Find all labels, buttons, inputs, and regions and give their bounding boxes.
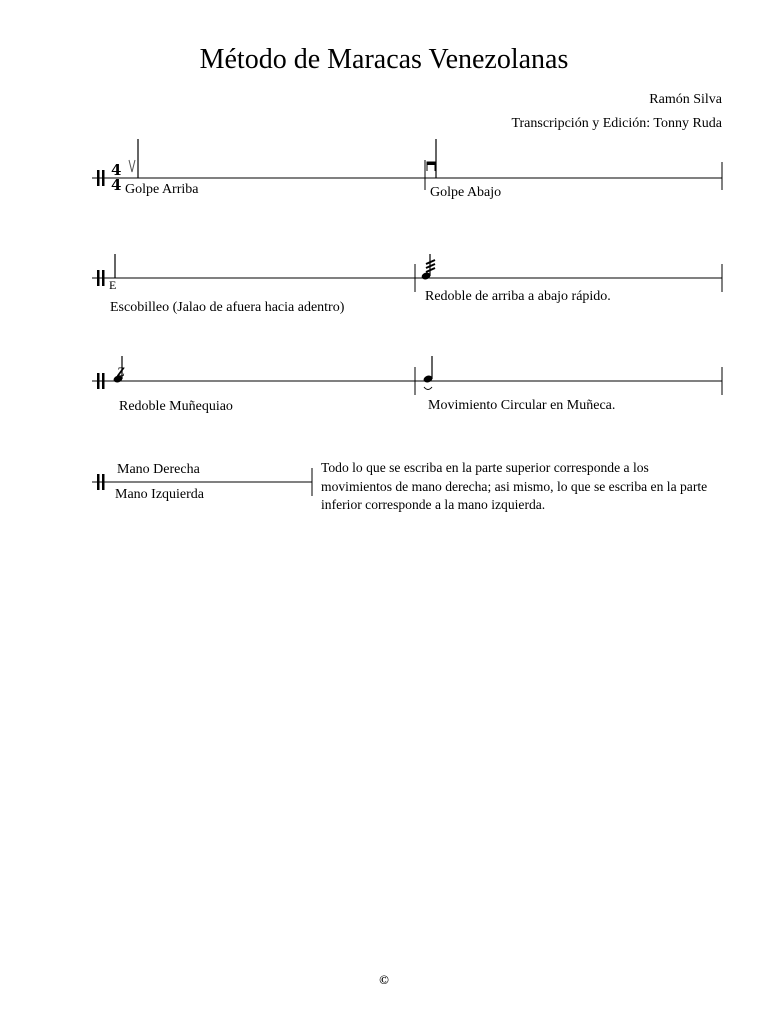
- percussion-clef-icon: [97, 474, 100, 490]
- copyright-symbol: ©: [379, 972, 389, 987]
- tremolo-z-icon: Z: [117, 364, 125, 379]
- redoble-rapido-label: Redoble de arriba a abajo rápido.: [425, 289, 611, 304]
- golpe-abajo-label: Golpe Abajo: [430, 185, 502, 200]
- up-bow-icon: [129, 160, 135, 172]
- time-signature-top: 4: [111, 161, 122, 179]
- mano-izquierda-label: Mano Izquierda: [115, 487, 205, 502]
- movimiento-circular-label: Movimiento Circular en Muñeca.: [428, 398, 616, 413]
- escobilleo-marker: E: [109, 278, 117, 292]
- circular-motion-icon: [424, 387, 432, 390]
- percussion-clef-icon: [97, 373, 100, 389]
- time-signature-bottom: 4: [111, 176, 122, 194]
- mano-derecha-label: Mano Derecha: [117, 462, 200, 477]
- page-title: Método de Maracas Venezolanas: [199, 44, 569, 75]
- staff-row-3: [92, 356, 722, 395]
- golpe-arriba-label: Golpe Arriba: [125, 182, 199, 197]
- transcription-credit: Transcripción y Edición: Tonny Ruda: [511, 116, 722, 131]
- escobilleo-label: Escobilleo (Jalao de afuera hacia adentro): [110, 300, 345, 315]
- composer-credit: Ramón Silva: [649, 92, 722, 107]
- redoble-munequiao-label: Redoble Muñequiao: [119, 399, 233, 414]
- percussion-clef-icon: [97, 170, 100, 186]
- percussion-clef-icon: [97, 270, 100, 286]
- explanation-note: Todo lo que se escriba en la parte superior corresponde a los movimientos de mano derecha; asi mismo, lo que se escriba en la parte inferior corresponde a la mano izquierda.: [321, 460, 708, 512]
- staff-row-2: [92, 254, 722, 292]
